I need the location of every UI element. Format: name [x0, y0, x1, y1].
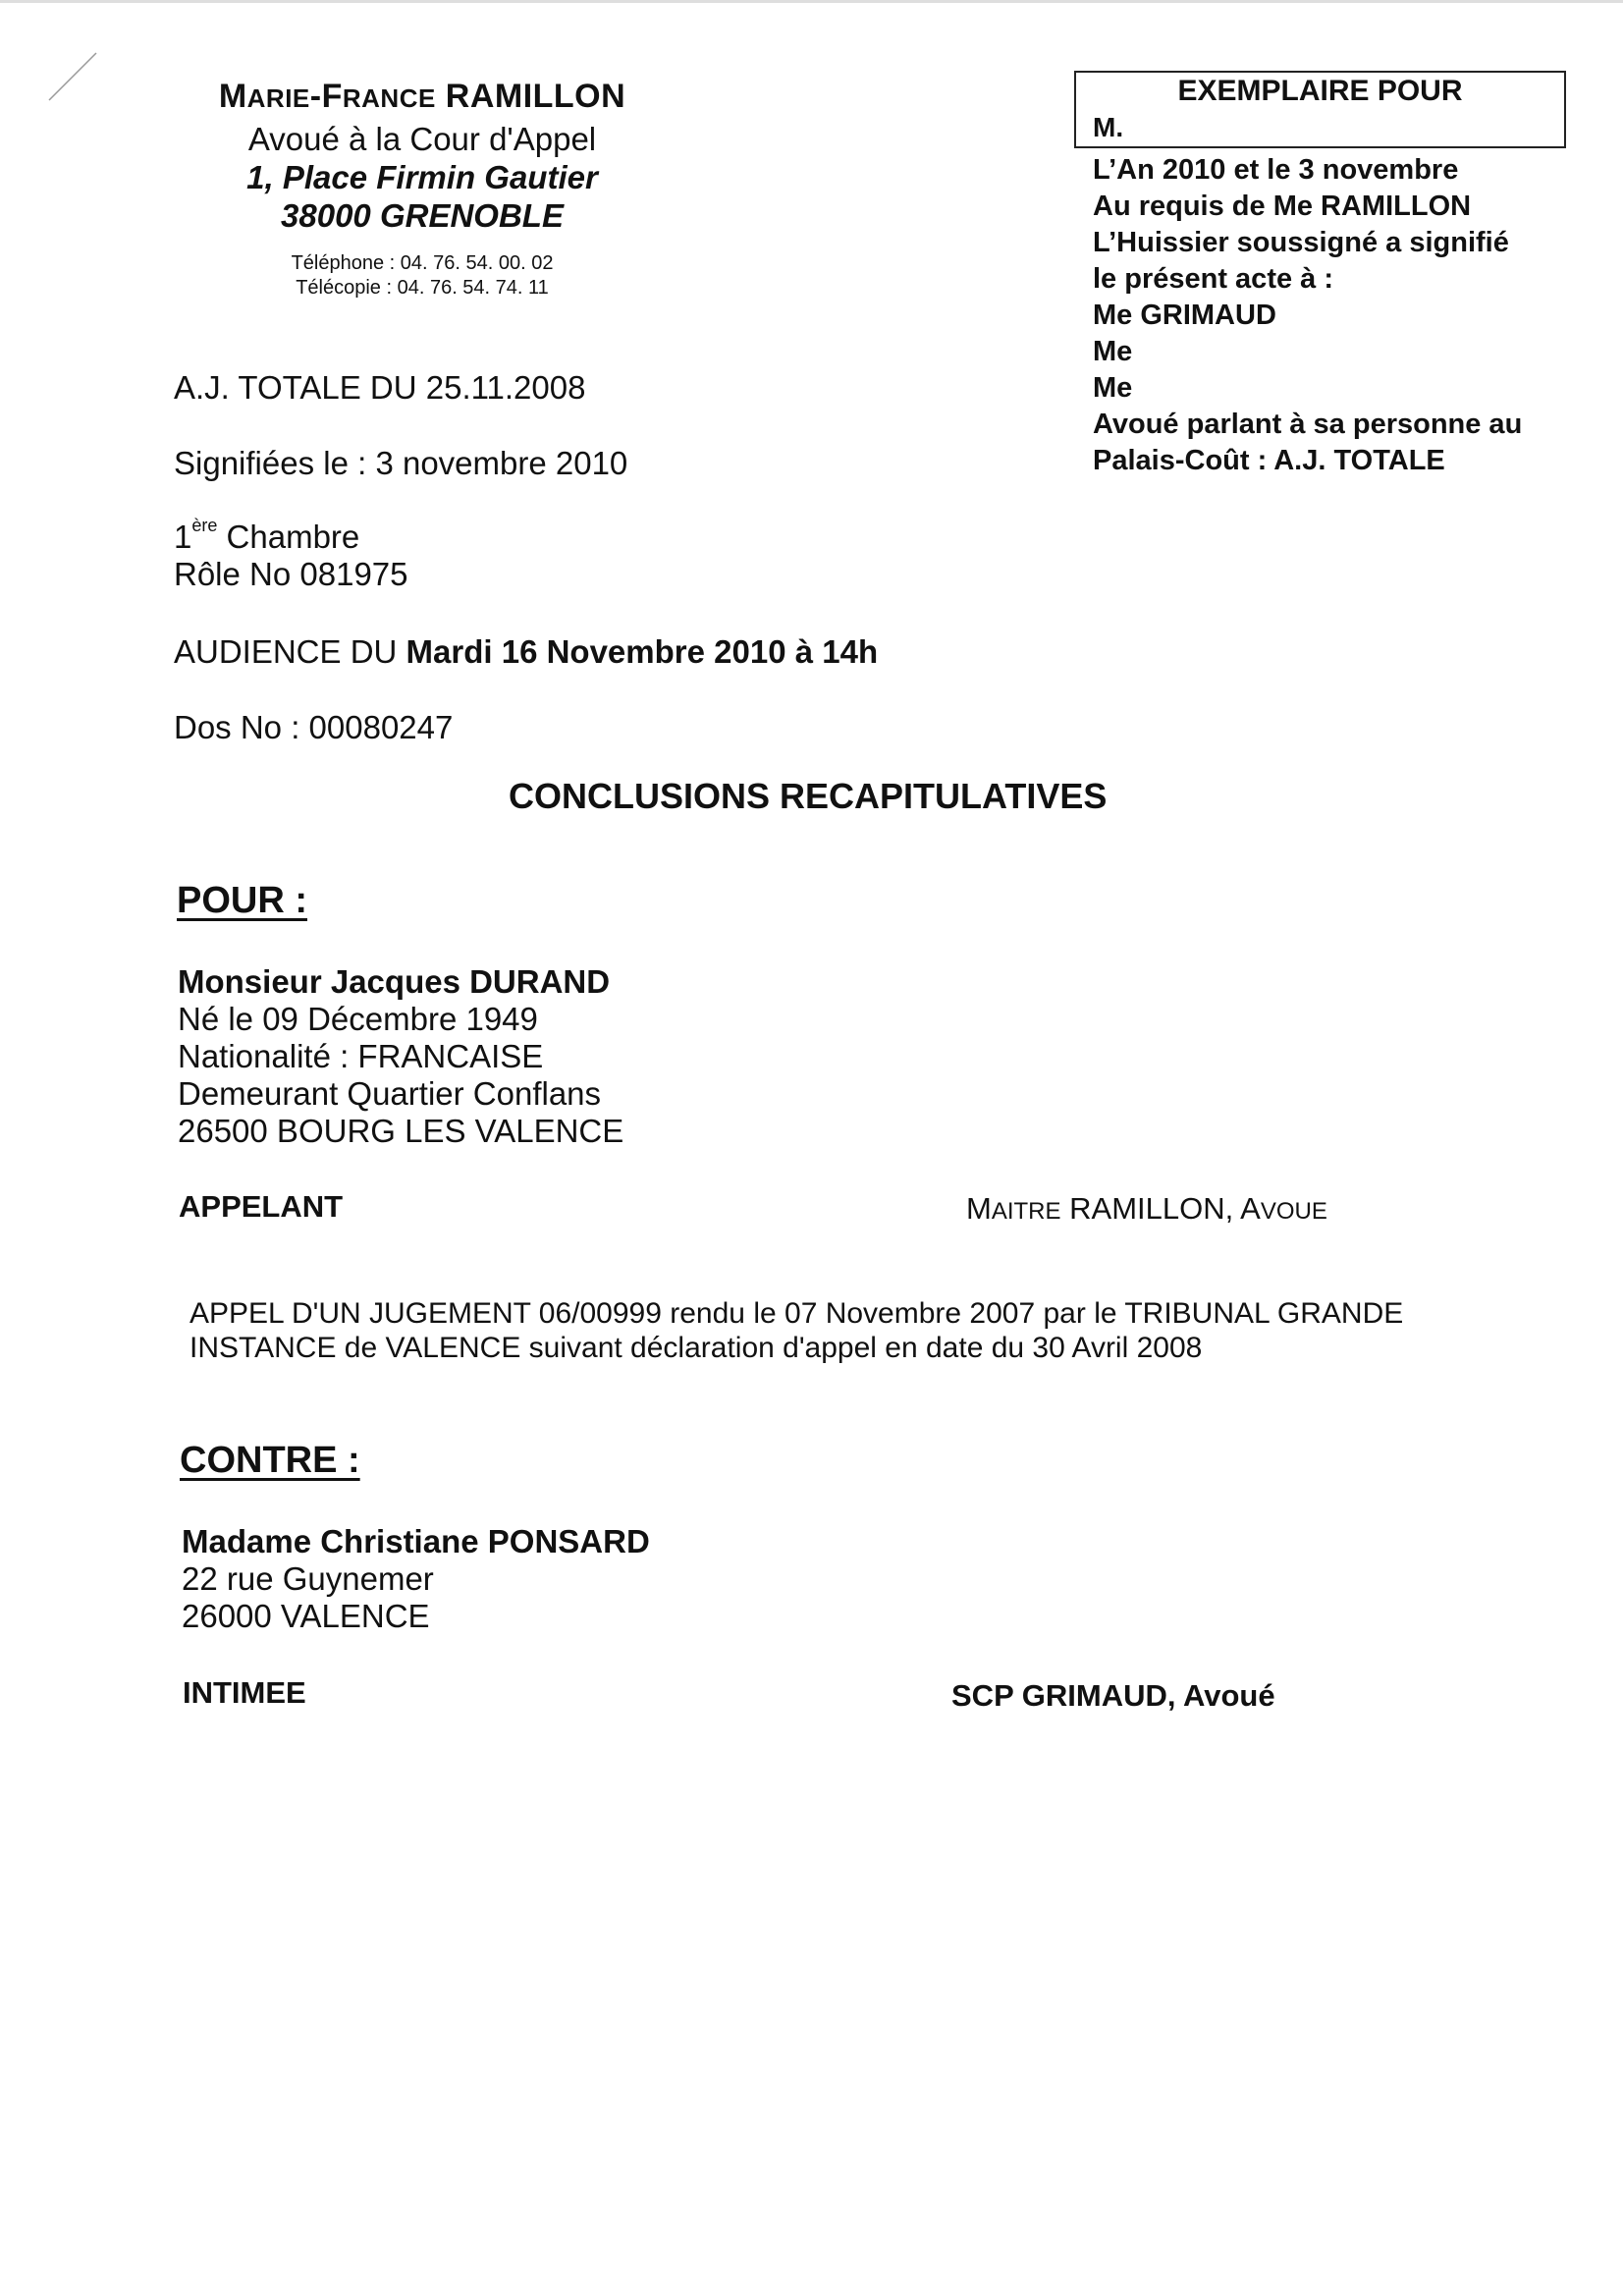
aid-reference: A.J. TOTALE DU 25.11.2008	[174, 369, 586, 406]
scan-top-edge	[0, 0, 1623, 3]
signification-line: Palais-Coût : A.J. TOTALE	[1093, 445, 1445, 476]
exemplaire-title: EXEMPLAIRE POUR	[1177, 75, 1463, 107]
served-date: Signifiées le : 3 novembre 2010	[174, 445, 628, 481]
address-street: 1, Place Firmin Gautier	[246, 159, 598, 195]
appellant-city: 26500 BOURG LES VALENCE	[178, 1113, 624, 1149]
contre-heading: CONTRE :	[180, 1440, 360, 1481]
appeal-line-2: INSTANCE de VALENCE suivant déclaration d'appel en date du 30 Avril 2008	[189, 1332, 1203, 1364]
telecopie: Télécopie : 04. 76. 54. 74. 11	[296, 277, 549, 299]
address-city: 38000 GRENOBLE	[281, 197, 564, 234]
letterhead	[177, 75, 668, 301]
signification-line: Au requis de Me RAMILLON	[1093, 191, 1472, 222]
respondent-avoue: SCP GRIMAUD, Avoué	[951, 1678, 1275, 1713]
signification-line: L’Huissier soussigné a signifié	[1093, 227, 1509, 258]
document-title: CONCLUSIONS RECAPITULATIVES	[509, 776, 1108, 816]
exemplaire-recipient: M.	[1093, 112, 1124, 142]
signification-line: le présent acte à :	[1093, 263, 1333, 295]
scan-mark-line	[45, 49, 104, 108]
chamber: 1ère Chambre	[174, 516, 360, 555]
signification-line: L’An 2010 et le 3 novembre	[1093, 154, 1459, 186]
appeal-line-1: APPEL D'UN JUGEMENT 06/00999 rendu le 07 Novembre 2007 par le TRIBUNAL GRANDE	[189, 1297, 1404, 1330]
appellant-avoue: MAITRE RAMILLON, AVOUE	[966, 1191, 1327, 1226]
telephone: Téléphone : 04. 76. 54. 00. 02	[291, 252, 554, 274]
role-number: Rôle No 081975	[174, 556, 408, 592]
signification-line: Me GRIMAUD	[1093, 300, 1276, 331]
respondent-name: Madame Christiane PONSARD	[182, 1523, 650, 1559]
hearing: AUDIENCE DU Mardi 16 Novembre 2010 à 14h	[174, 633, 879, 670]
dossier-number: Dos No : 00080247	[174, 709, 454, 745]
signification-line: Me	[1093, 336, 1133, 367]
avoue-name: MARIE-FRANCE RAMILLON	[218, 78, 626, 115]
appellant-birth: Né le 09 Décembre 1949	[178, 1001, 538, 1037]
avoue-title: Avoué à la Cour d'Appel	[247, 121, 597, 157]
pour-heading: POUR :	[177, 880, 307, 921]
respondent-address: 22 rue Guynemer	[182, 1560, 434, 1597]
appellant-nationality: Nationalité : FRANCAISE	[178, 1038, 544, 1074]
signification-line: Avoué parlant à sa personne au	[1093, 409, 1523, 440]
appellant-address: Demeurant Quartier Conflans	[178, 1075, 602, 1112]
respondent-role: INTIMEE	[183, 1675, 306, 1710]
respondent-city: 26000 VALENCE	[182, 1598, 430, 1634]
hearing-date: Mardi 16 Novembre 2010 à 14h	[406, 633, 879, 670]
signification-line: Me	[1093, 372, 1133, 404]
appellant-role: APPELANT	[179, 1189, 344, 1224]
signification-block	[1093, 152, 1522, 479]
appellant-name: Monsieur Jacques DURAND	[178, 963, 611, 1000]
